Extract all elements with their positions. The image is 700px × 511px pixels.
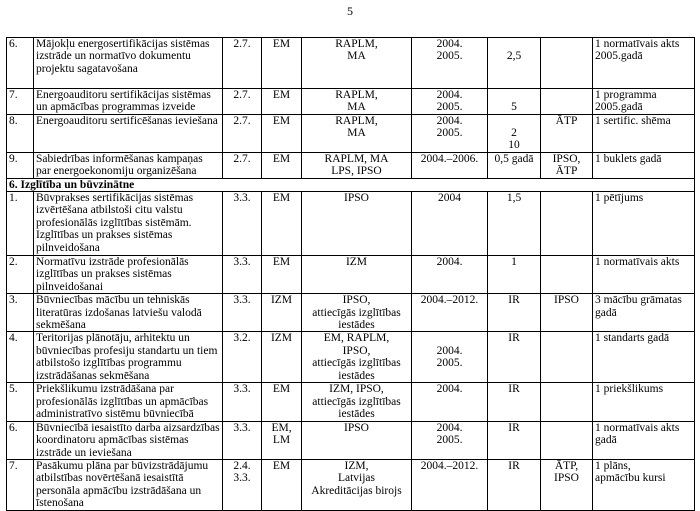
cell-resp: EM: [262, 459, 302, 510]
cell-src: IPSO: [541, 294, 593, 332]
cell-num: 6.: [7, 38, 34, 89]
cell-fund: IR: [488, 383, 541, 421]
cell-inv: RAPLM, MA: [302, 114, 412, 152]
table-row: [7, 256, 695, 294]
cell-src: ĀTP, IPSO: [541, 459, 593, 510]
cell-num: 9.: [7, 152, 34, 178]
cell-inv: EM, RAPLM, IPSO, attiecīgās izglītības iestādes: [302, 332, 412, 383]
cell-res: 1 sertific. shēma: [593, 114, 695, 152]
cell-inv: RAPLM, MA: [302, 89, 412, 115]
cell-num: 2.: [7, 256, 34, 294]
cell-period: 2004.–2006.: [412, 152, 488, 178]
cell-task: Būvniecības mācību un tehniskās literatūras izdošanas latviešu valodā sekmēšana: [34, 294, 223, 332]
table-row: [7, 294, 695, 332]
cell-src: [541, 332, 593, 383]
cell-task: Energoauditoru sertificēšanas ieviešana: [34, 114, 223, 152]
cell-fund: 1,5: [488, 192, 541, 256]
cell-period: 2004. 2005.: [412, 38, 488, 89]
table-row: [7, 114, 695, 152]
cell-num: 3.: [7, 294, 34, 332]
cell-num: 6.: [7, 421, 34, 459]
cell-fund: 0,5 gadā: [488, 152, 541, 178]
cell-pt: 3.2.: [223, 332, 262, 383]
cell-inv: IZM, IPSO, attiecīgās izglītības iestādes: [302, 383, 412, 421]
cell-resp: IZM: [262, 294, 302, 332]
cell-resp: EM: [262, 192, 302, 256]
cell-res: 1 programma 2005.gadā: [593, 89, 695, 115]
cell-pt: 3.3.: [223, 383, 262, 421]
cell-src: [541, 89, 593, 115]
cell-resp: EM: [262, 89, 302, 115]
cell-period: 2004. 2005.: [412, 114, 488, 152]
cell-pt: 3.3.: [223, 294, 262, 332]
cell-period: 2004: [412, 192, 488, 256]
cell-src: ĀTP: [541, 114, 593, 152]
page-number: 5: [347, 4, 353, 18]
cell-inv: IPSO: [302, 192, 412, 256]
cell-resp: EM: [262, 114, 302, 152]
cell-pt: 2.7.: [223, 114, 262, 152]
cell-period: 2004.–2012.: [412, 459, 488, 510]
cell-fund: IR: [488, 459, 541, 510]
cell-inv: IPSO: [302, 421, 412, 459]
cell-task: Būvniecībā iesaistīto darba aizsardzības koordinatoru apmācības sistēmas izstrāde un ieviešana: [34, 421, 223, 459]
cell-task: Energoauditoru sertifikācijas sistēmas un apmācības programmas izveide: [34, 89, 223, 115]
cell-inv: IZM: [302, 256, 412, 294]
cell-src: [541, 38, 593, 89]
cell-pt: 2.4. 3.3.: [223, 459, 262, 510]
cell-task: Normatīvu izstrāde profesionālās izglītības un prakses sistēmas pilnveidošanai: [34, 256, 223, 294]
cell-period: 2004.: [412, 383, 488, 421]
cell-src: [541, 256, 593, 294]
section-title: 6. Izglītība un būvzinātne: [7, 178, 695, 191]
cell-inv: IZM, Latvijas Akreditācijas birojs: [302, 459, 412, 510]
section-row: [7, 178, 695, 191]
table-row: [7, 332, 695, 383]
cell-task: Būvprakses sertifikācijas sistēmas izvērtēšana atbilstoši citu valstu profesionālās izglītības sistēmām. Izglītības un prakses sistēmas pilnveidošana: [34, 192, 223, 256]
table-row: [7, 152, 695, 178]
cell-num: 5.: [7, 383, 34, 421]
cell-fund: IR: [488, 332, 541, 383]
cell-fund: 2 10: [488, 114, 541, 152]
cell-fund: IR: [488, 421, 541, 459]
cell-fund: 2,5: [488, 38, 541, 89]
cell-pt: 2.7.: [223, 152, 262, 178]
cell-resp: EM: [262, 152, 302, 178]
cell-res: 3 mācību grāmatas gadā: [593, 294, 695, 332]
cell-src: [541, 192, 593, 256]
cell-task: Sabiedrības informēšanas kampaņas par energoekonomiju organizēšana: [34, 152, 223, 178]
cell-task: Priekšlikumu izstrādāšana par profesionālās izglītības un apmācības administratīvo sistēmu būvniecībā: [34, 383, 223, 421]
table-row: [7, 192, 695, 256]
cell-res: 1 normatīvais akts: [593, 256, 695, 294]
table-row: [7, 89, 695, 115]
cell-res: 1 buklets gadā: [593, 152, 695, 178]
cell-inv: RAPLM, MA LPS, IPSO: [302, 152, 412, 178]
cell-res: 1 pētījums: [593, 192, 695, 256]
cell-pt: 3.3.: [223, 421, 262, 459]
table-row: [7, 459, 695, 510]
table-row: [7, 421, 695, 459]
table-row: [7, 38, 695, 89]
cell-task: Mājokļu energosertifikācijas sistēmas izstrāde un normatīvo dokumentu projektu sagatavošana: [34, 38, 223, 89]
measures-table: [6, 37, 695, 511]
cell-pt: 3.3.: [223, 256, 262, 294]
cell-fund: 5: [488, 89, 541, 115]
cell-res: 1 normatīvais akts gadā: [593, 421, 695, 459]
cell-num: 7.: [7, 89, 34, 115]
cell-resp: EM, LM: [262, 421, 302, 459]
cell-resp: EM: [262, 256, 302, 294]
cell-res: 1 standarts gadā: [593, 332, 695, 383]
cell-num: 4.: [7, 332, 34, 383]
cell-res: 1 priekšlikums: [593, 383, 695, 421]
cell-period: 2004.: [412, 256, 488, 294]
cell-task: Teritorijas plānotāju, arhitektu un būvniecības profesiju standartu un tiem atbilstošo izglītības programmu izstrādāšanas sekmēšana: [34, 332, 223, 383]
cell-inv: IPSO, attiecīgās izglītības iestādes: [302, 294, 412, 332]
cell-period: 2004. 2005.: [412, 89, 488, 115]
cell-fund: 1: [488, 256, 541, 294]
cell-src: IPSO, ĀTP: [541, 152, 593, 178]
cell-resp: IZM: [262, 332, 302, 383]
cell-resp: EM: [262, 383, 302, 421]
cell-num: 7.: [7, 459, 34, 510]
table-row: [7, 383, 695, 421]
cell-period: 2004. 2005.: [412, 421, 488, 459]
cell-src: [541, 383, 593, 421]
cell-res: 1 plāns, apmācību kursi: [593, 459, 695, 510]
cell-src: [541, 421, 593, 459]
cell-period: 2004. 2005.: [412, 332, 488, 383]
cell-resp: EM: [262, 38, 302, 89]
cell-pt: 2.7.: [223, 89, 262, 115]
cell-period: 2004.–2012.: [412, 294, 488, 332]
cell-task: Pasākumu plāna par būvizstrādājumu atbilstības novērtēšanā iesaistītā personāla apmācību izstrādāšana un īstenošana: [34, 459, 223, 510]
cell-num: 8.: [7, 114, 34, 152]
cell-res: 1 normatīvais akts 2005.gadā: [593, 38, 695, 89]
cell-pt: 3.3.: [223, 192, 262, 256]
cell-pt: 2.7.: [223, 38, 262, 89]
cell-fund: IR: [488, 294, 541, 332]
cell-inv: RAPLM, MA: [302, 38, 412, 89]
cell-num: 1.: [7, 192, 34, 256]
